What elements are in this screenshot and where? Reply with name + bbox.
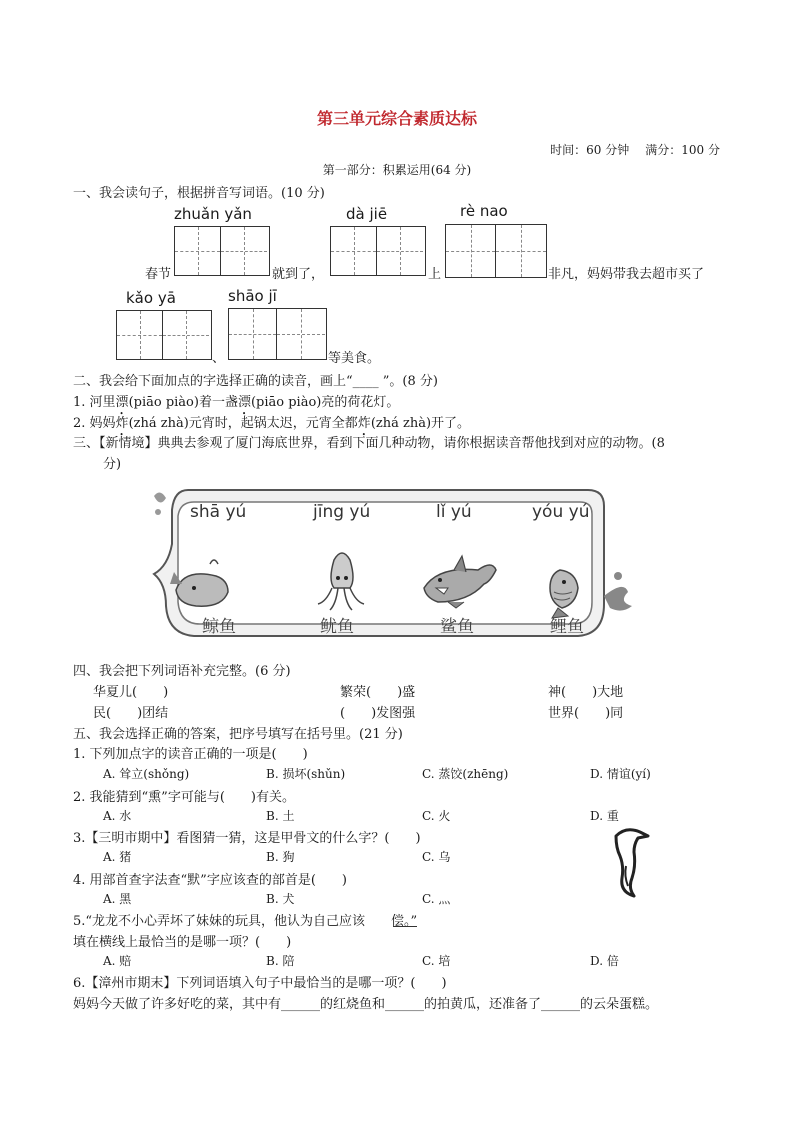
q3-stem-1: 三、【新情境】典典去参观了厦门海底世界，看到下面几种动物，请你根据读音帮他找到对应的动物。(8 [73,436,665,451]
q5-sub-6: 6.【漳州市期末】下列词语填入句子中最恰当的是哪一项？( ) [73,976,447,991]
label-squid: 鱿鱼 [320,617,354,637]
label-shark: 鲨鱼 [440,617,474,637]
q4-stem: 四、我会把下列词语补充完整。(6 分) [73,664,291,679]
q4-item-3[interactable]: 神( )大地 [548,685,624,700]
q5-sub-6-sentence: 妈妈今天做了许多好吃的菜，其中有______的红烧鱼和______的拍黄瓜，还准备了______的云朵蛋糕。 [73,997,659,1012]
q5-5-option-d[interactable]: D. 倍 [590,954,619,968]
pinyin-liyu: lǐ yú [436,502,472,522]
q3-stem-2: 分) [103,457,122,472]
q5-1-option-c[interactable]: C. 蒸饺(zhēng) [422,767,509,781]
q5-5-option-b[interactable]: B. 陪 [266,954,295,968]
q5-3-option-b[interactable]: B. 狗 [266,850,295,864]
q5-3-option-c[interactable]: C. 乌 [422,850,451,864]
dotted-char: 炸 [357,416,371,431]
q2-line-2: 2. 妈妈炸(zhá zhà)元宵时，起锅太迟，元宵全都炸(zhá zhà)开了。 [73,416,471,431]
q5-2-option-d[interactable]: D. 重 [590,809,619,823]
page-title: 第三单元综合素质达标 [316,109,477,128]
time-limit: 时间：60 分钟 [550,143,630,157]
dotted-char: 漂 [115,395,129,410]
q5-sub-5-line-1: 5.“龙龙不小心弄坏了妹妹的玩具，他认为自己应该 偿。” [73,914,418,929]
q1-text-1: 春节 [145,267,172,282]
q1-writing-grid-2[interactable] [330,226,426,276]
oracle-bone-bird-icon [610,826,650,898]
q2-line-1: 1. 河里漂(piāo piào)着一盏漂(piāo piào)亮的荷花灯。 [73,395,400,410]
full-score: 满分：100 分 [645,143,720,157]
dotted-char: 炸 [115,416,129,431]
q5-3-option-a[interactable]: A. 猪 [103,850,132,864]
q5-sub-3: 3.【三明市期中】看图猜一猜，这是甲骨文的什么字？( ) [73,831,421,846]
q1-text-5: 、 [212,351,226,366]
q4-item-1[interactable]: 华夏儿( ) [93,685,169,700]
q5-1-option-a[interactable]: A. 耸立(shǒng) [103,767,190,781]
q1-pinyin-3: rè nao [460,202,508,220]
q1-text-3: 上 [428,267,442,282]
q4-item-6[interactable]: 世界( )同 [548,706,624,721]
exam-meta [550,141,720,158]
q5-sub-5-line-2: 填在横线上最恰当的是哪一项？( ) [73,935,292,950]
q1-pinyin-1: zhuǎn yǎn [174,205,252,223]
q1-stem: 一、我会读句子，根据拼音写词语。(10 分) [73,186,325,201]
dotted-char: 漂 [237,395,251,410]
q5-2-option-a[interactable]: A. 水 [103,809,132,823]
q5-stem: 五、我会选择正确的答案，把序号填写在括号里。(21 分) [73,727,403,742]
q1-text-6: 等美食。 [328,351,381,366]
q5-4-option-b[interactable]: B. 犬 [266,892,295,906]
q4-item-2[interactable]: 繁荣( )盛 [340,685,416,700]
q1-pinyin-5: shāo jī [228,287,277,305]
q5-sub-1: 1. 下列加点字的读音正确的一项是( ) [73,747,308,762]
q4-item-4[interactable]: 民( )团结 [93,706,169,721]
q1-writing-grid-5[interactable] [228,308,327,360]
q5-4-option-c[interactable]: C. 灬 [422,892,451,906]
q5-4-option-a[interactable]: A. 黑 [103,892,132,906]
pinyin-youyu: yóu yú [532,502,590,522]
pinyin-jingyu: jīng yú [313,502,371,522]
q5-5-option-a[interactable]: A. 赔 [103,954,132,968]
q1-text-2: 就到了， [272,267,325,282]
q1-writing-grid-3[interactable] [445,224,547,278]
q5-1-option-b[interactable]: B. 损坏(shǔn) [266,767,346,781]
q5-2-option-c[interactable]: C. 火 [422,809,451,823]
q1-pinyin-4: kǎo yā [126,289,176,307]
q5-5-option-c[interactable]: C. 培 [422,954,451,968]
q5-sub-2: 2. 我能猜到“熏”字可能与( )有关。 [73,790,295,805]
q1-writing-grid-1[interactable] [174,226,270,276]
label-carp: 鲤鱼 [550,617,584,637]
q2-stem: 二、我会给下面加点的字选择正确的读音，画上“____ ”。(8 分) [73,374,438,389]
q5-2-option-b[interactable]: B. 土 [266,809,295,823]
q1-text-4: 非凡，妈妈带我去超市买了 [548,267,705,282]
q5-5-blank[interactable] [393,926,417,927]
part-heading: 第一部分：积累运用(64 分) [322,163,472,177]
q5-1-option-d[interactable]: D. 情谊(yí) [590,767,651,781]
q5-sub-4: 4. 用部首查字法查“默”字应该查的部首是( ) [73,873,347,888]
label-whale: 鲸鱼 [202,617,236,637]
q1-pinyin-2: dà jiē [346,205,388,223]
q4-item-5[interactable]: ( )发图强 [340,706,416,721]
animal-panel [148,484,644,650]
pinyin-shayu: shā yú [190,502,247,522]
q1-writing-grid-4[interactable] [116,310,212,360]
